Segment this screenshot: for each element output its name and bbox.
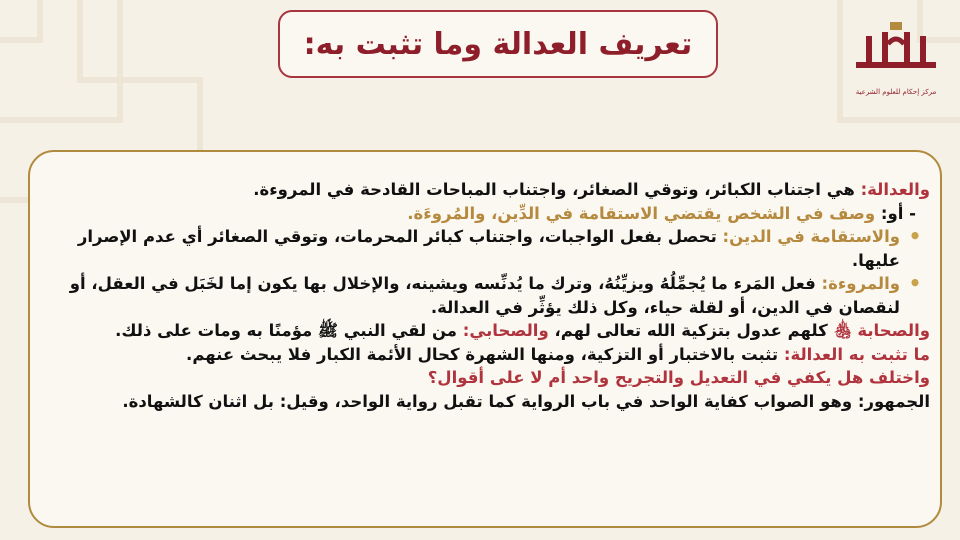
definition-adala: هي اجتناب الكبائر، وتوقي الصغائر، واجتناب المباحات القادحة في المروءة. [253,180,861,199]
line-alt-definition [38,202,930,226]
definition-muruaa: فعل المَرء ما يُجمِّلُهُ ويزيِّنُهُ، وترك ما يُدنِّسه ويشينه، والإخلال بها يكون إما لخَبَل في العقل، أو لنقصان في الدين، أو لقلة حياء، وكل ذلك يؤثِّر في العدالة. [69,274,900,317]
term-proof: ما تثبت به العدالة: [783,344,930,364]
page-title: تعريف العدالة وما تثبت به: [303,26,693,62]
logo-tagline: مركز إحكام للعلوم الشرعية [855,88,937,96]
alt-definition: وصف في الشخص يقتضي الاستقامة في الدِّين، والمُروءَة. [407,203,876,223]
term-istiqama: والاستقامة في الدين: [722,227,900,246]
bullet-muruaa [38,272,930,319]
line-proof [38,343,930,367]
term-adala: والعدالة: [860,180,930,199]
line-majority: الجمهور: وهو الصواب كفاية الواحد في باب الرواية كما تقبل رواية الواحد، وقيل: بل اثنان كالشهادة. [122,391,930,411]
content-text [38,178,930,413]
definition-sahabi: من لقي النبي ﷺ مؤمنًا به ومات على ذلك. [115,321,463,340]
text-proof: تثبت بالاختبار أو التزكية، ومنها الشهرة كحال الأئمة الكبار فلا يبحث عنهم. [186,344,784,364]
title-box [278,10,718,78]
logo-emblem-icon [846,22,946,82]
line-question: واختلف هل يكفي في التعديل والتجريح واحد أم لا على أقوال؟ [427,368,930,387]
bullet-istiqama [38,225,930,272]
term-sahaba: والصحابة ﵃ [833,321,930,340]
logo [846,22,946,112]
text-sahaba: كلهم عدول بتزكية الله تعالى لهم، [548,321,834,340]
definition-istiqama: تحصل بفعل الواجبات، واجتناب كبائر المحرمات، وتوقي الصغائر أي عدم الإصرار عليها. [77,227,900,270]
term-muruaa: والمروءة: [821,274,900,293]
line-definition [38,178,930,202]
line-sahaba [38,319,930,343]
bullet-icon: • [908,271,922,295]
term-sahabi: والصحابي: [462,321,549,340]
alt-prefix: - أو: [875,203,916,223]
bullet-icon: • [908,224,922,248]
